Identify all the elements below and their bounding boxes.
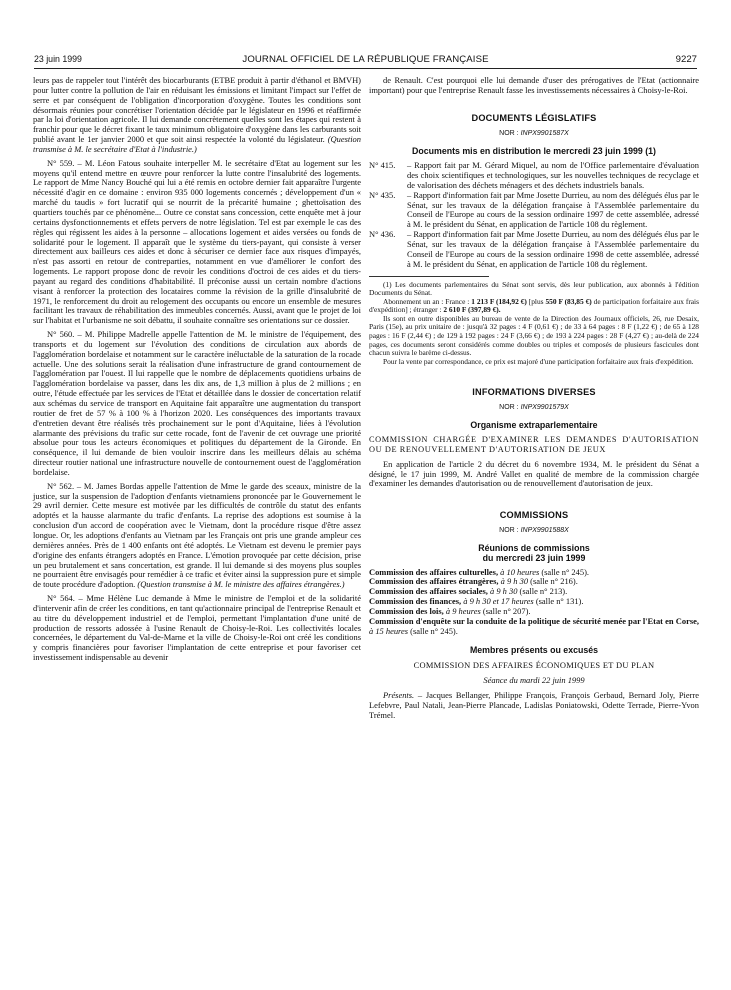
organism-text: En application de l'article 2 du décret du 6 novembre 1934, M. le président du Sénat a désigné, le 17 juin 1999, M. André Vallet en qualité de membre de la commission chargée d'examiner les demandes d'autorisation ou de renouvellement d'autorisation de jeux. (369, 458, 699, 489)
organism-subtitle: Organisme extraparlementaire (470, 420, 598, 431)
question-continuation-text: leurs pas de rappeler tout l'intérêt des biocarburants (ETBE produit à partir d'éthanol et BMVH) pour lutter contre la pollution de l'air en réduisant les émissions et limitant l'impact sur l'effet de serre et par conséquent de l'obligation d'incorporation d'oxygène. Toutes les conditions sont désormais réunies pour concrétiser l'orientation décidée par le législateur en 1996 et réaffirmée par la loi d'orientation agricole. Il lui demande concrètement quelles sont les étapes qui restent à franchir pour que le décret fixant le taux minimum obligatoire d'oxygène dans les carburants soit publié avant le 1er janvier 2000 et que soit ainsi respectée la volonté du législateur. (33, 75, 361, 145)
list-item (369, 230, 699, 269)
price-france: 1 213 F (184,92 €) (471, 296, 527, 306)
item-number: N° 415. (369, 160, 396, 171)
section-documents (369, 114, 699, 367)
question-562-text: N° 562. – M. James Bordas appelle l'attention de Mme le garde des sceaux, ministre de la justice, sur la suspension de l'adoption d'enfants vietnamiens prononcée par le Gouvernement le 29 avril dernier. Cette mesure est motivée par les difficultés de contrôle du statut des enfants adoptés et la hausse alarmante du trafic d'enfants. La reprise des adoptions est soumise à la conclusion d'un accord de coopération avec le Vietnam, dont la procédure risque d'être assez longue. Or, les adoptions d'enfants au Vietnam par les Français ont pris une grande ampleur ces dernières années. Près de 1 400 enfants ont été adoptés. Le Vietnam est devenu le premier pays d'origine des enfants étrangers adoptés en France. L'émotion provoquée par cette décision, prise un peu brutalement et sans concertation, est grande. Il lui demande si des moyens plus souples ne pourraient être envisagés pour remédier à ce trafic et éviter ainsi la suppression pure et simple de toute procédure d'adoption. (33, 480, 361, 590)
header-page-number: 9227 (675, 54, 697, 65)
nor-code: INPX9901587X (520, 129, 569, 137)
meeting-name: Commission des affaires sociales, (369, 586, 488, 597)
nor-code: INPX9901579X (520, 404, 569, 412)
price-abroad: 2 610 F (397,89 €). (443, 305, 501, 315)
transmission-note: (Question transmise à M. le ministre des affaires étrangères.) (137, 579, 345, 590)
meeting-room: (salle n° 245). (541, 566, 590, 577)
footnote-2-text: Abonnement un an : France : (383, 296, 472, 306)
presents-names: – Jacques Bellanger, Philippe François, François Gerbaud, Bernard Joly, Pierre Lefebvre, Paul Natali, Jean-Pierre Plancade, Ladislas Poniatowski, Odette Terrade, Pierre-Yvon Trémel. (369, 690, 699, 720)
header-rule (34, 68, 697, 69)
nor-reference (369, 129, 699, 139)
meeting-name: Commission des lois, (369, 605, 444, 616)
question-continuation (33, 76, 361, 155)
section-title: COMMISSIONS (499, 510, 569, 521)
meeting-room: (salle n° 213). (519, 586, 568, 597)
list-item (369, 161, 699, 191)
nor-reference (369, 526, 699, 536)
seance-date: Séance du mardi 22 juin 1999 (483, 675, 585, 686)
meeting-name: Commission des finances, (369, 596, 462, 607)
question-560: N° 560. – M. Philippe Madrelle appelle l'attention de M. le ministre de l'équipement, des transports et du logement sur l'évolution des conditions de circulation aux abords de l'agglomération bordelaise et notamment sur le caractère inéluctable de la saturation de la rocade actuelle. Une des solutions serait la réalisation d'une infrastructure de grand contournement de l'agglomération par l'ouest. Il lui rappelle que le nombre de déplacements quotidiens urbains de l'agglomération bordelaise va passer, dans les dix ans, de 1,3 million à plus de 2 millions ; en outre, l'étude effectuée par les services de l'Etat et détaillée dans le dossier de concertation relatif aux schémas du service de transport en Aquitaine fait apparaître une augmentation du transport routier de fret de 57 % à 100 % à l'horizon 2020. Les conséquences des importants travaux d'entretien devant être réalisés très prochainement sur le pont d'Aquitaine, liées à l'évolution alarmante des prévisions du trafic sur cette rocade, font de l'avenir de cet ouvrage une priorité absolue pour tous les acteurs économiques et politiques du département de la Gironde. En conséquence, il lui demande de bien vouloir inscrire dans les meilleurs délais au schéma directeur routier national une infrastructure nouvelle de contournement ouest de l'agglomération bordelaise. (33, 329, 361, 477)
meetings-date: du mercredi 23 juin 1999 (482, 552, 586, 563)
meetings-subtitle: Réunions de commissions (478, 542, 590, 553)
header-date: 23 juin 1999 (34, 54, 82, 64)
nor-label: NOR : (499, 404, 519, 412)
meeting-item (369, 617, 699, 637)
presents-label: Présents. (383, 690, 415, 700)
meeting-room: (salle n° 131). (535, 596, 584, 607)
nor-label: NOR : (499, 527, 519, 535)
right-column (369, 76, 699, 721)
section-commissions (369, 511, 699, 720)
meetings-list (369, 568, 699, 637)
meeting-room: (salle n° 207). (482, 605, 531, 616)
meeting-time: à 9 h 30 (490, 586, 518, 597)
meeting-time: à 9 heures (445, 605, 481, 616)
nor-reference (369, 403, 699, 413)
list-item (369, 191, 699, 230)
section-title: DOCUMENTS LÉGISLATIFS (471, 112, 597, 123)
meeting-name: Commission des affaires culturelles, (369, 566, 499, 577)
meeting-time: à 9 h 30 (500, 576, 529, 587)
footnote-rule (369, 276, 489, 277)
footnote-2 (369, 298, 699, 315)
documents-subtitle: Documents mis en distribution le mercredi 23 juin 1999 (1) (412, 146, 656, 157)
left-column (33, 76, 361, 663)
presents-list (369, 691, 699, 721)
meeting-room: (salle n° 216). (530, 576, 578, 587)
meeting-name: Commission des affaires étrangères, (369, 576, 499, 587)
documents-list (369, 161, 699, 269)
item-text: – Rapport d'information fait par Mme Josette Durrieu, au nom des délégués élus par le Sénat, sur les travaux de la délégation française à l'Assemblée parlementaire du Conseil de l'Europe au cours de la session ordinaire 1998 de cette assemblée, adressé à M. le président du Sénat, en application de l'article 108 du règlement. (407, 229, 699, 269)
section-title: INFORMATIONS DIVERSES (472, 387, 596, 398)
footnote-2-text: de participation forfaitaire aux frais d'expédition] ; étranger : (369, 296, 699, 315)
nor-label: NOR : (499, 129, 519, 137)
footnote-3: Ils sont en outre disponibles au bureau de vente de la Direction des Journaux officiels, 26, rue Desaix, Paris (15e), au prix unitaire de : jusqu'à 32 pages : 4 F (0,61 €) ; de 33 à 64 pages : 8 F (1,22 €) ; de 65 à 128 pages : 16 F (2,44 €) ; de 129 à 192 pages : 24 F (3,66 €) ; de 193 à 224 pages : 28 F (4,27 €) ; au-delà de 224 pages, ces documents seront considérés comme doubles ou triples et composés de plusieurs fascicules dont chacun suivra le barème ci-dessus. (369, 313, 699, 358)
transmission-note: (Question transmise à M. le secrétaire d'Etat à l'industrie.) (33, 134, 361, 154)
nor-code: INPX9901588X (520, 527, 569, 535)
question-564: N° 564. – Mme Hélène Luc demande à Mme le ministre de l'emploi et de la solidarité d'intervenir afin de créer les conditions, en tant qu'actionnaire principal de l'entreprise Renault et au titre du développement industriel et de l'emploi, permettant l'implantation d'une unité de production de ressorts adossée à l'usine Renault de Choisy-le-Roi. Les collectivités locales concernées, le département du Val-de-Marne et la ville de Choisy-le-Roi ont créé les conditions y compris financières pour favoriser l'implantation de cette entreprise et pour favoriser cet investissement indispensable au devenir (33, 593, 361, 663)
price-shipping: 550 F (83,85 €) (545, 296, 592, 306)
meeting-time: à 15 heures (369, 625, 409, 636)
meeting-time: à 9 h 30 et 17 heures (463, 596, 534, 607)
footnote-2-text: [plus (526, 296, 546, 306)
item-number: N° 436. (369, 229, 396, 240)
meeting-name: Commission d'enquête sur la conduite de la politique de sécurité menée par l'Etat en Corse, (369, 615, 699, 626)
item-text: – Rapport d'information fait par Mme Josette Durrieu, au nom des délégués élus par le Sénat, sur les travaux de la délégation française à l'Assemblée parlementaire du Conseil de l'Europe au cours de la session ordinaire 1997 de cette assemblée, adressé à M. le président du Sénat, en application de l'article 108 du règlement. (407, 189, 699, 230)
section-informations (369, 388, 699, 489)
meeting-room: (salle n° 245). (410, 625, 458, 636)
eco-commission-name: COMMISSION DES AFFAIRES ÉCONOMIQUES ET DU PLAN (413, 660, 655, 671)
item-number: N° 435. (369, 189, 396, 200)
meeting-time: à 10 heures (500, 566, 540, 577)
footnote-4: Pour la vente par correspondance, ce prix est majoré d'une participation forfaitaire aux frais d'expédition. (383, 356, 694, 366)
running-header (34, 54, 697, 68)
question-564-continuation: de Renault. C'est pourquoi elle lui demande d'user des prérogatives de l'Etat (actionnaire important) pour que l'entreprise Renault fasse les investissements nécessaires à Choisy-le-Roi. (369, 75, 699, 95)
item-text: – Rapport fait par M. Gérard Miquel, au nom de l'Office parlementaire d'évaluation des choix scientifiques et technologiques, sur les nouvelles techniques de recyclage et de valorisation des déchets ménagers et des déchets industriels banals. (407, 160, 699, 190)
footnote-1: (1) Les documents parlementaires du Sénat sont servis, dès leur publication, aux abonnés à l'édition Documents du Sénat. (369, 279, 699, 298)
question-559: N° 559. – M. Léon Fatous souhaite interpeller M. le secrétaire d'Etat au logement sur les moyens qu'il entend mettre en œuvre pour renforcer la lutte contre l'insalubrité des logements. Le rapport de Mme Nancy Bouché qui lui a été remis en octobre dernier fait apparaître l'urgente nécessité d'agir en ce domaine : environ 935 000 logements concernés ; développement d'un « marché du taudis » fort lucratif qui se nourrit de la précarité humaine ; ghettoïsation des quartiers touchés par ce phénomène... Outre ce constat sans concession, cette enquête met à jour certains dysfonctionnements et effets pervers de notre législation. Tel est par exemple le cas des règles qui régissent les aides à la personne – allocations logement et aides versées ou fonds de solidarité pour le logement. Il apparaît que le système du tiers-payant, qui consiste à verser directement aux bailleurs ces aides et donc à sécuriser ce dernier face aux risques d'impayés, n'est pas assorti en retour de contreparties, notamment en vue d'améliorer le confort des logements. Le rapport propose donc de revoir les conditions d'octroi de ces aides et du tiers-payant au regard des conditions d'habitabilité. Il préconise aussi un certain nombre d'actions visant à renforcer la protection des locataires comme la révision de la grille d'insalubrité de 1971, le renforcement du droit au relogement des occupants ou encore un ensemble de mesures facilitant les travaux de réhabilitation des immeubles concernés. Aussi, avant que le projet de loi sur l'habitat et l'urbanisme ne soit débattu, il souhaite connaître ses orientations sur ce dossier. (33, 157, 361, 326)
commission-name: COMMISSION CHARGÉE D'EXAMINER LES DEMANDES D'AUTORISATION OU DE RENOUVELLEMENT D'AUTORISATION DE JEUX (369, 434, 699, 454)
members-title: Membres présents ou excusés (469, 645, 599, 656)
header-title: JOURNAL OFFICIEL DE LA RÉPUBLIQUE FRANÇAISE (242, 54, 489, 65)
question-562 (33, 482, 361, 590)
